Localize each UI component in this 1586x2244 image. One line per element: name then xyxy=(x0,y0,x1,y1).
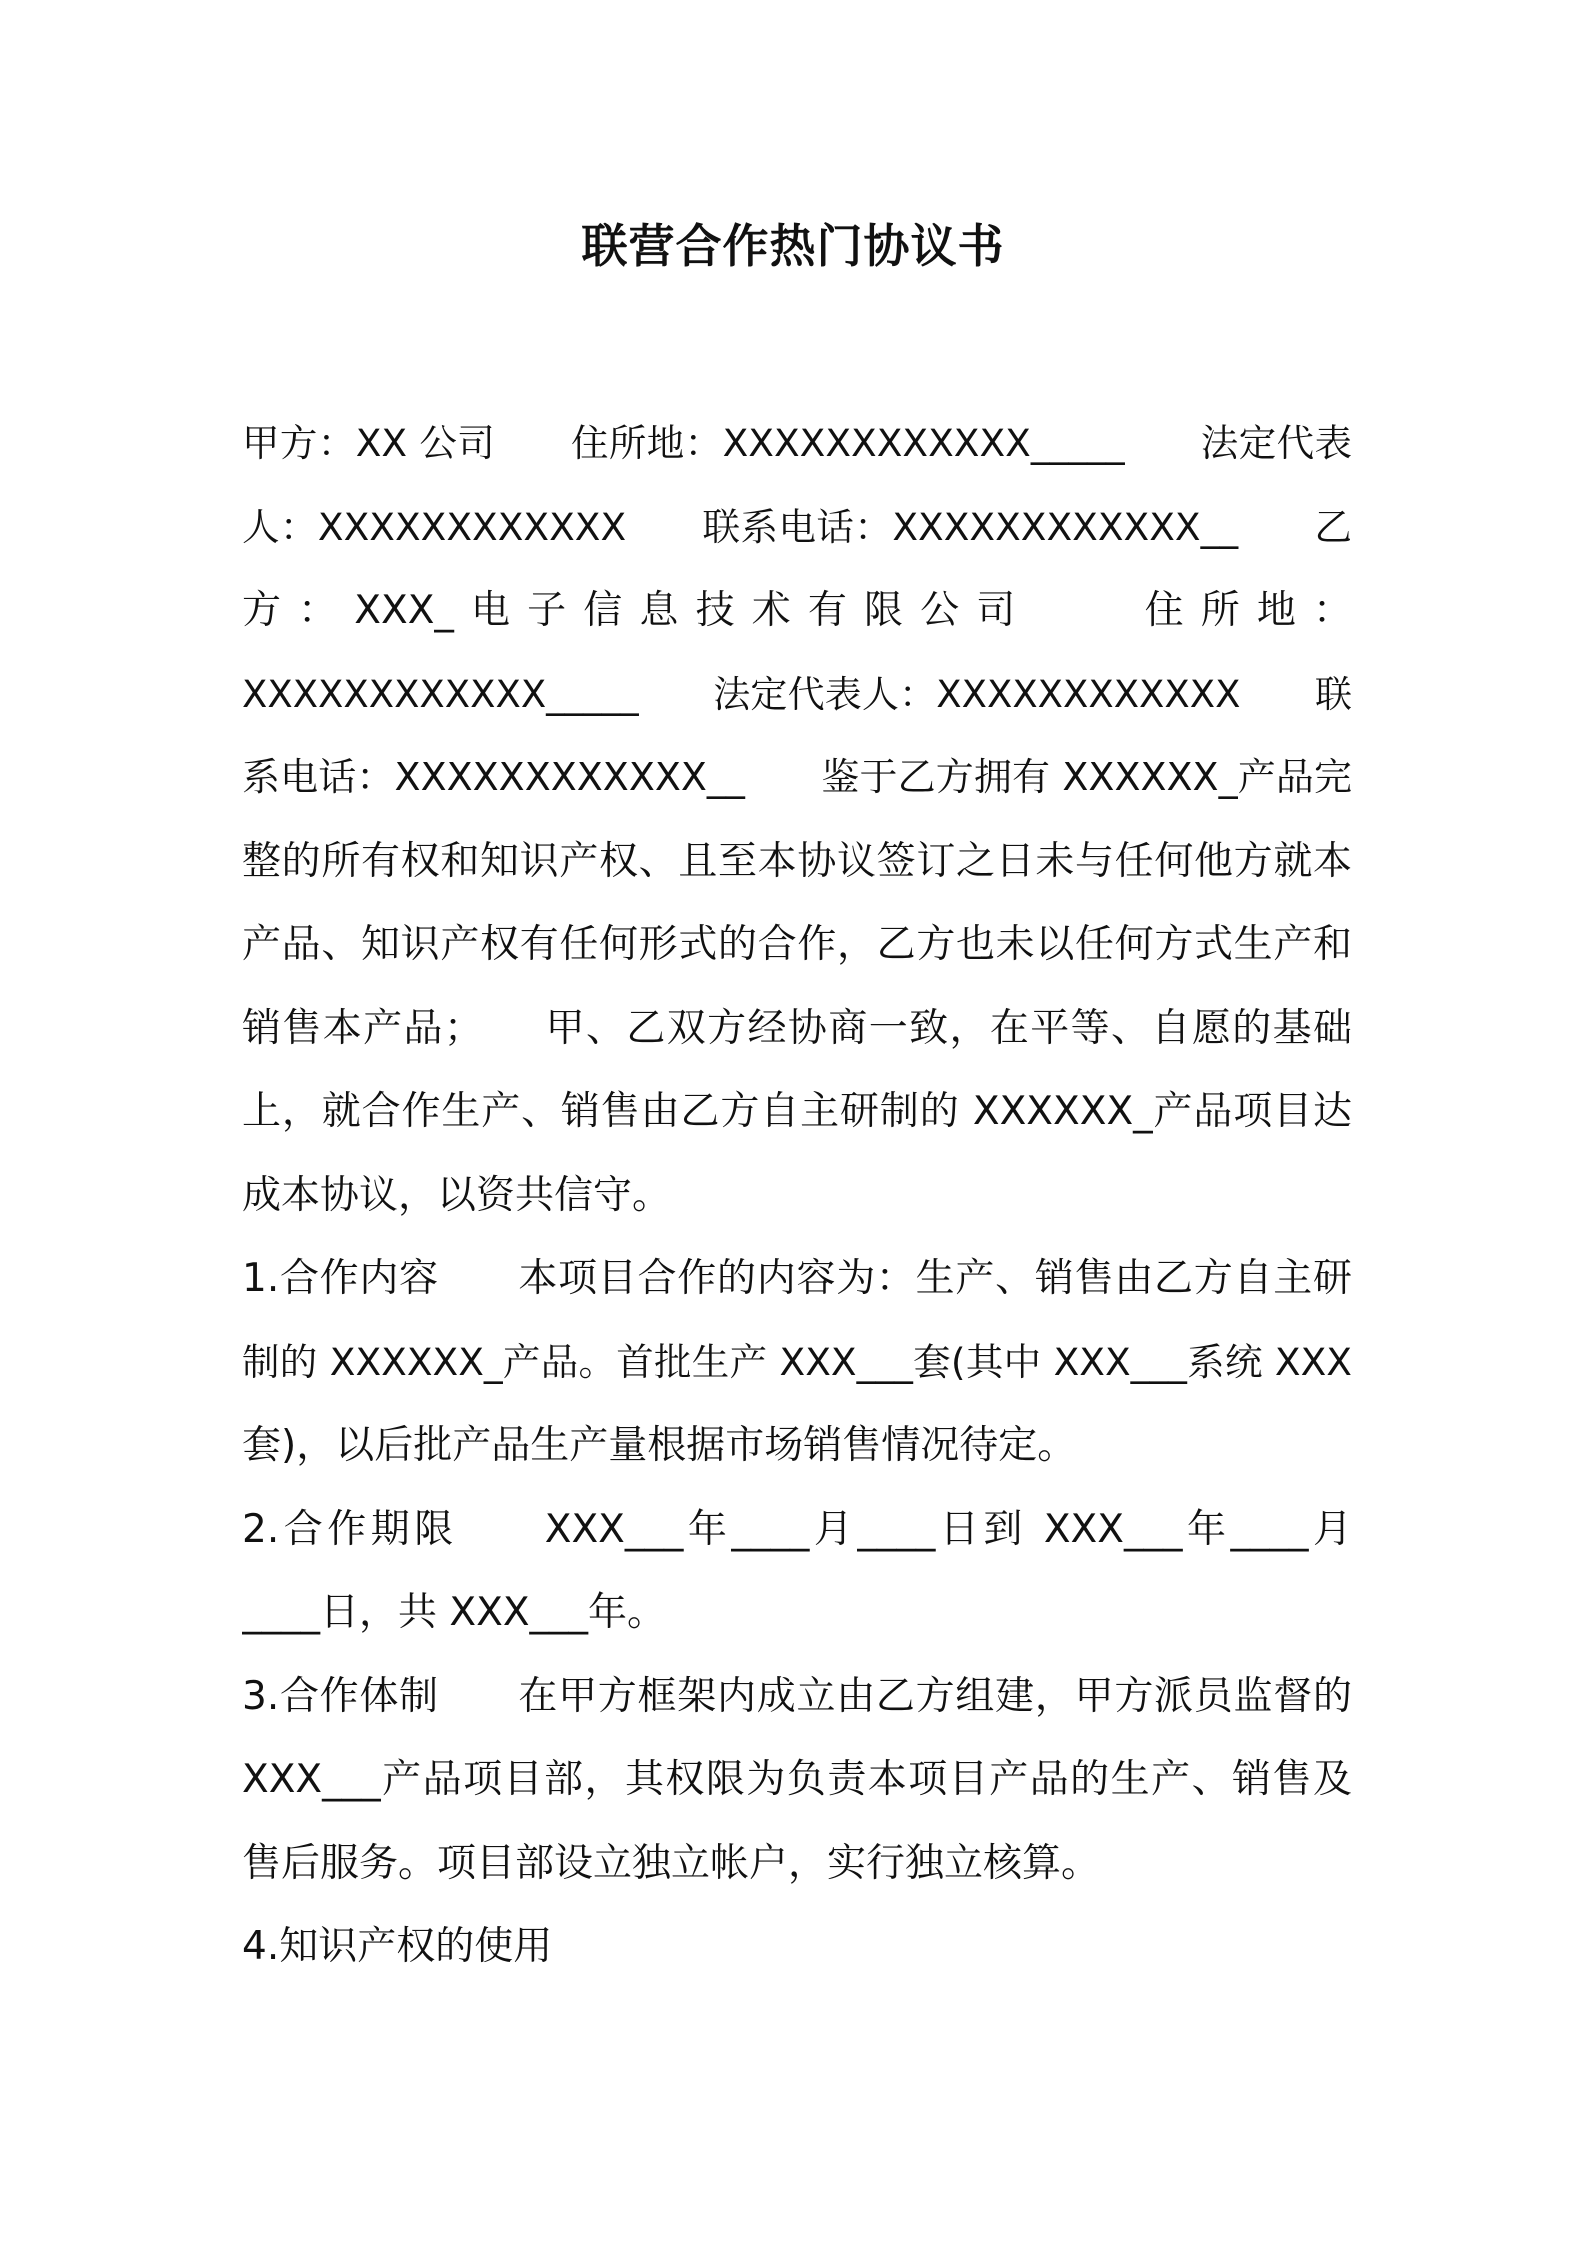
body-line: 销售本产品； 甲、乙双方经协商一致，在平等、自愿的基础 xyxy=(242,1005,1352,1051)
section-1-heading-line: 1.合作内容 本项目合作的内容为：生产、销售由乙方自主研 xyxy=(242,1256,1352,1301)
body-line: 套)，以后批产品生产量根据市场销售情况待定。 xyxy=(242,1423,1077,1468)
body-line: 售后服务。项目部设立独立帐户，实行独立核算。 xyxy=(242,1840,1101,1886)
body-line: 制的 XXXXXX_产品。首批生产 XXX___套(其中 XXX___系统 XXX xyxy=(242,1339,1352,1384)
section-3-heading-line: 3.合作体制 在甲方框架内成立由乙方组建，甲方派员监督的 xyxy=(242,1673,1352,1719)
body-line: 成本协议，以资共信守。 xyxy=(242,1172,672,1218)
body-line: 整的所有权和知识产权、且至本协议签订之日未与任何他方就本 xyxy=(242,838,1352,884)
body-line: XXX___产品项目部，其权限为负责本项目产品的生产、销售及 xyxy=(242,1757,1352,1802)
body-line: 产品、知识产权有任何形式的合作，乙方也未以任何方式生产和 xyxy=(242,922,1352,967)
body-line: XXXXXXXXXXXX_____ 法定代表人：XXXXXXXXXXXX 联 xyxy=(242,672,1352,716)
document-body xyxy=(242,402,1352,1989)
document-title: 联营合作热门协议书 xyxy=(581,219,1005,273)
body-line: 上，就合作生产、销售由乙方自主研制的 XXXXXX_产品项目达 xyxy=(242,1089,1352,1134)
body-line: 方：XXX_电子信息技术有限公司 住所地： xyxy=(242,588,1352,633)
section-2-heading-line: 2.合作期限 XXX___年____月____日到 XXX___年____月 xyxy=(242,1506,1352,1552)
body-line: ____日，共 XXX___年。 xyxy=(242,1590,667,1635)
body-line: 人：XXXXXXXXXXXX 联系电话：XXXXXXXXXXXX__ 乙 xyxy=(242,504,1352,549)
body-line: 甲方：XX 公司 住所地：XXXXXXXXXXXX_____ 法定代表 xyxy=(242,421,1352,465)
section-4-heading-line: 4.知识产权的使用 xyxy=(242,1924,553,1969)
body-line: 系电话：XXXXXXXXXXXX__ 鉴于乙方拥有 XXXXXX_产品完 xyxy=(242,755,1352,799)
